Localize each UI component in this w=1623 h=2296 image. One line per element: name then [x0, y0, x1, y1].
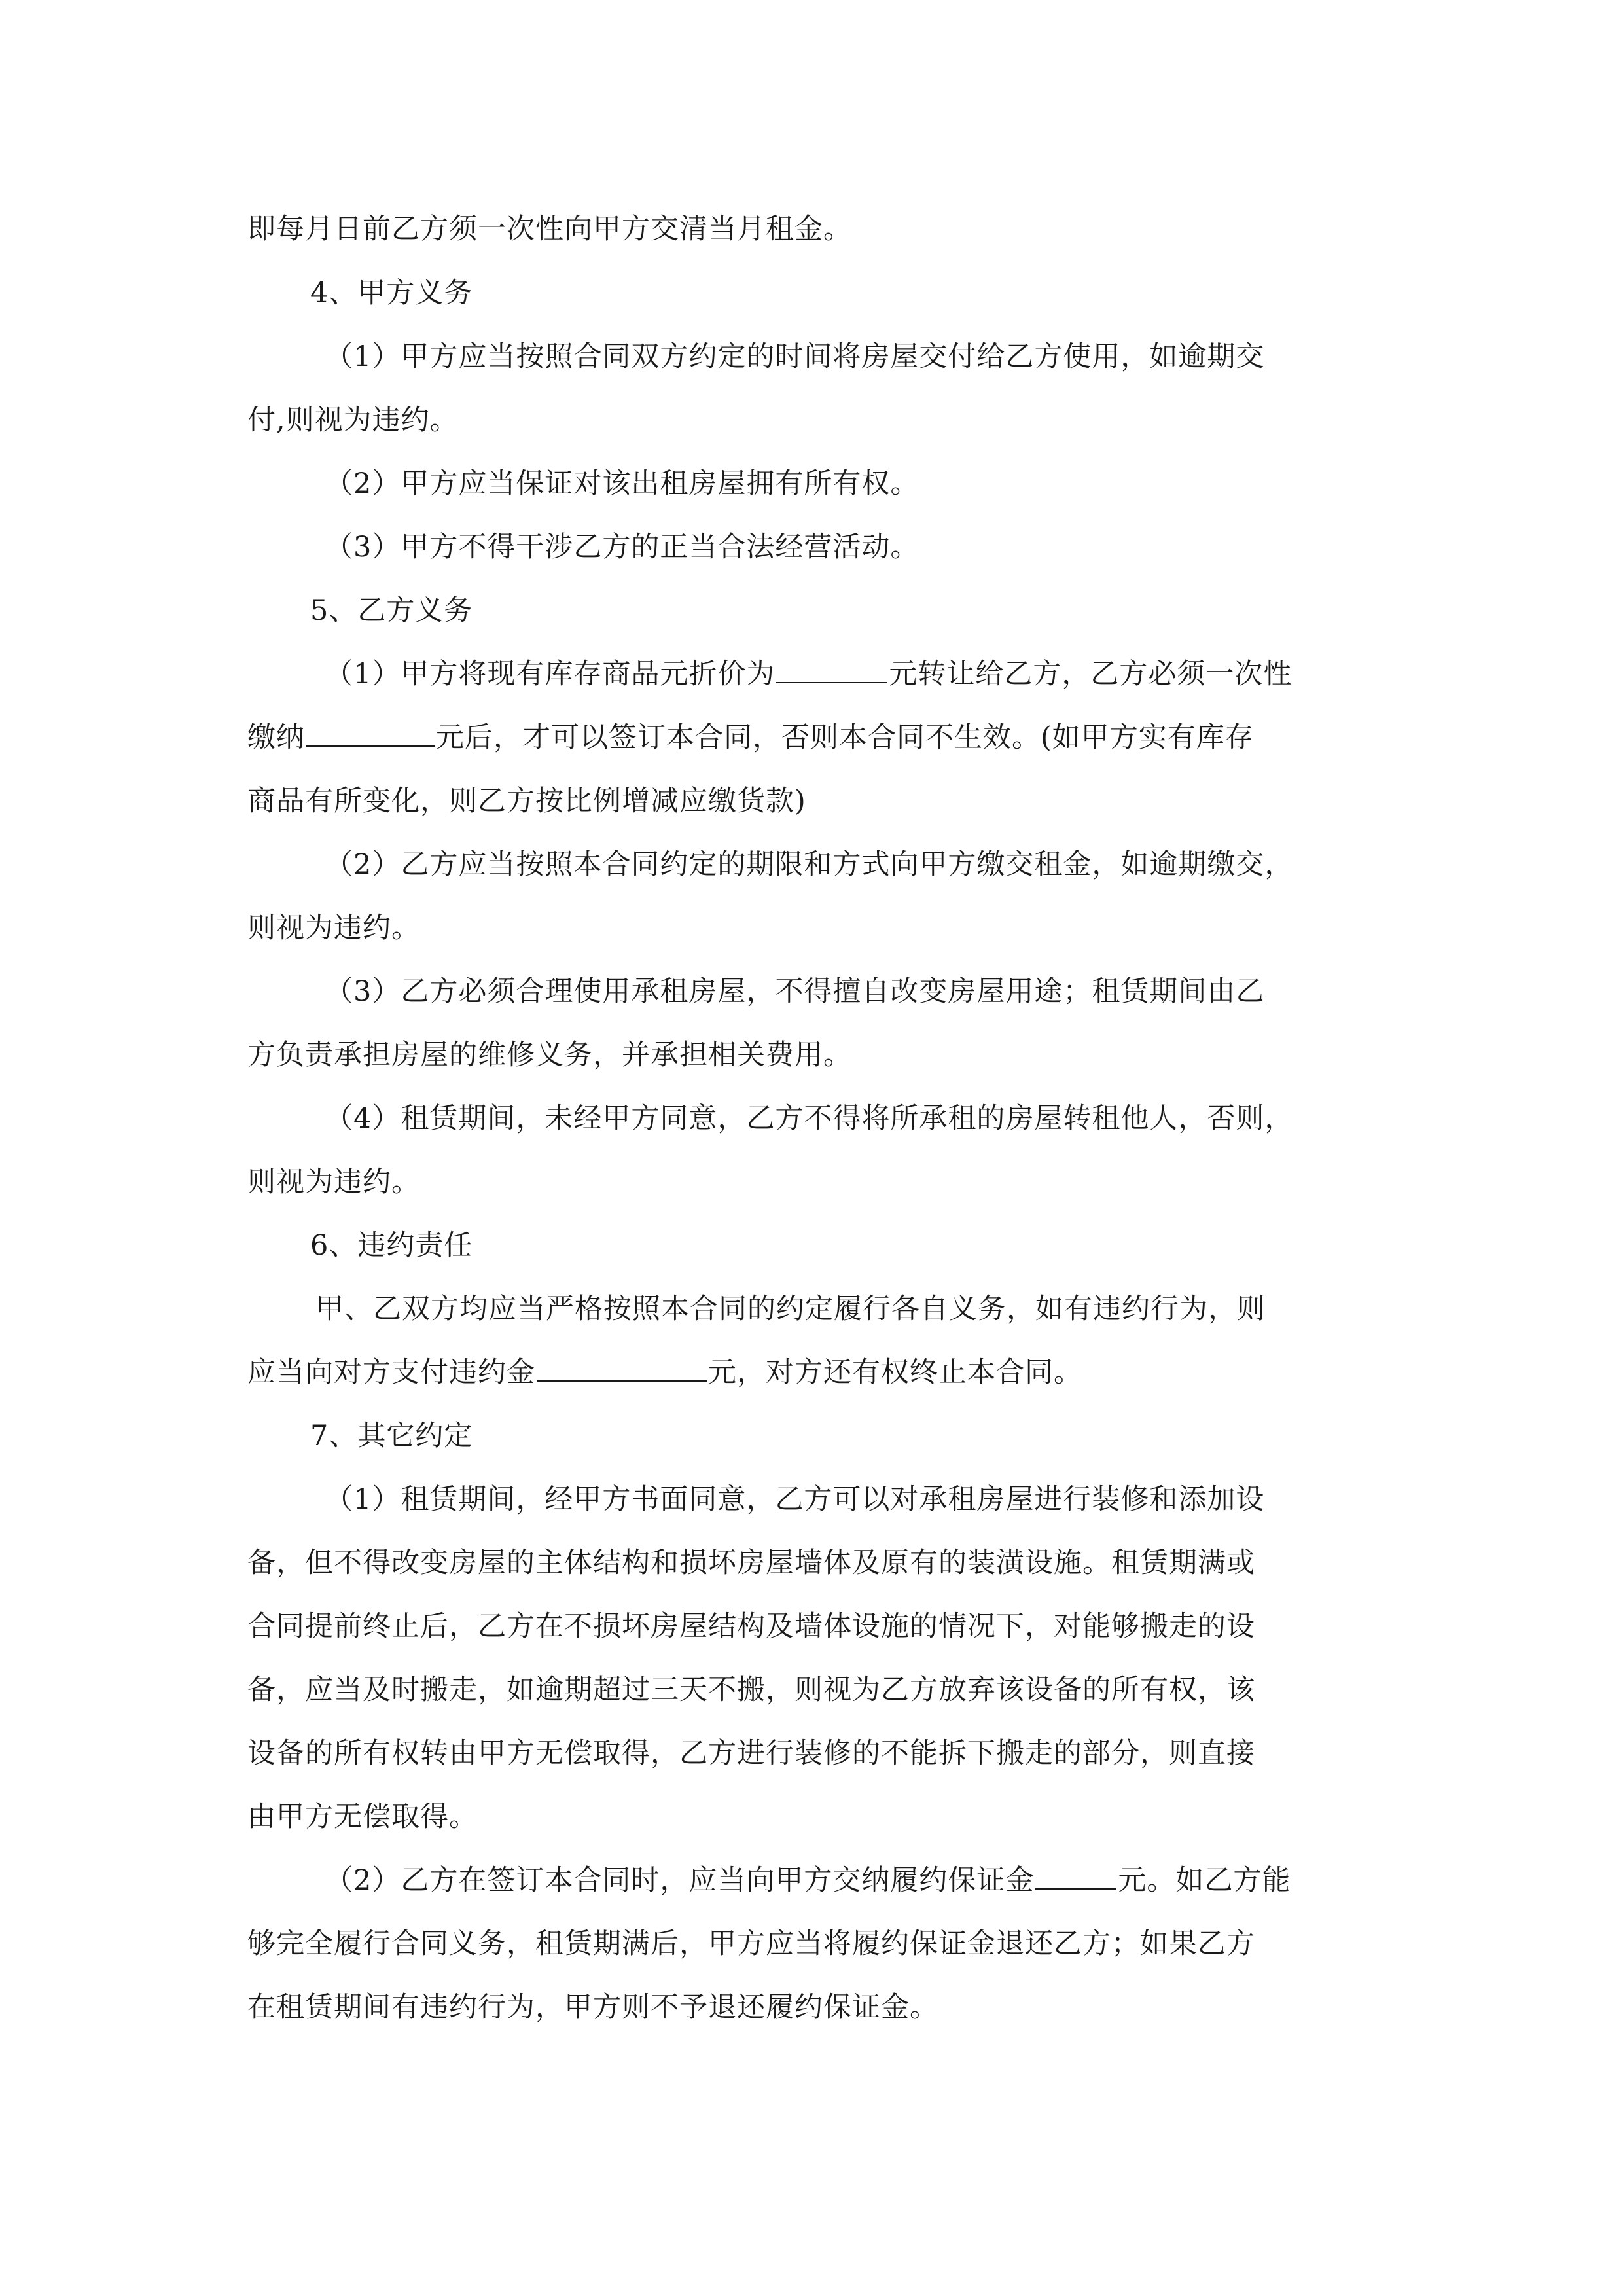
line-b1-middle	[247, 718, 1254, 757]
line-o1-2: 备，但不得改变房屋的主体结构和损坏房屋墙体及原有的装潢设施。租赁期满或	[247, 1547, 1255, 1579]
line-b4-start: （4）租赁期间，未经甲方同意，乙方不得将所承租的房屋转租他人，否则，	[325, 1102, 1294, 1135]
line-o1-3: 合同提前终止后，乙方在不损坏房屋结构及墙体设施的情况下，对能够搬走的设	[247, 1610, 1255, 1643]
heading-party-a-obligations: 4、甲方义务	[310, 277, 473, 310]
line-b3-end: 方负责承担房屋的维修义务，并承担相关费用。	[247, 1039, 852, 1071]
fill-blank-payment-amount[interactable]	[306, 719, 435, 747]
line-breach-end	[247, 1353, 1082, 1392]
line-b4-end: 则视为违约。	[247, 1166, 420, 1198]
line-b2-end: 则视为违约。	[247, 912, 420, 944]
text-segment: 元后，才可以签订本合同，否则本合同不生效。(如甲方实有库存	[436, 721, 1254, 754]
line-a2: （2）甲方应当保证对该出租房屋拥有所有权。	[325, 467, 919, 500]
line-o1-5: 设备的所有权转由甲方无偿取得，乙方进行装修的不能拆下搬走的部分，则直接	[247, 1737, 1255, 1770]
text-segment: 应当向对方支付违约金	[247, 1356, 535, 1389]
line-o1-6: 由甲方无偿取得。	[247, 1801, 478, 1833]
line-b1-start	[325, 655, 1292, 694]
line-rent-payment: 即每月日前乙方须一次性向甲方交清当月租金。	[247, 213, 852, 245]
line-a1-end: 付,则视为违约。	[247, 404, 459, 437]
text-segment: （2）乙方在签订本合同时，应当向甲方交纳履约保证金	[325, 1864, 1035, 1897]
fill-blank-discount-price[interactable]	[776, 656, 887, 683]
line-b1-end: 商品有所变化，则乙方按比例增减应缴货款)	[247, 785, 806, 817]
heading-other-terms: 7、其它约定	[310, 1420, 473, 1452]
line-breach-start: 甲、乙双方均应当严格按照本合同的约定履行各自义务，如有违约行为，则	[315, 1293, 1266, 1325]
fill-blank-penalty[interactable]	[537, 1354, 707, 1382]
text-segment: 缴纳	[247, 721, 305, 754]
line-b3-start: （3）乙方必须合理使用承租房屋，不得擅自改变房屋用途；租赁期间由乙	[325, 975, 1265, 1008]
text-segment: 元转让给乙方，乙方必须一次性	[889, 658, 1293, 691]
text-segment: （1）甲方将现有库存商品元折价为	[325, 658, 776, 691]
text-segment: 元。如乙方能	[1118, 1864, 1291, 1897]
heading-party-b-obligations: 5、乙方义务	[310, 594, 473, 627]
line-o2-start	[325, 1861, 1291, 1900]
heading-breach-liability: 6、违约责任	[310, 1229, 473, 1262]
line-b2-start: （2）乙方应当按照本合同约定的期限和方式向甲方缴交租金，如逾期缴交，	[325, 848, 1294, 881]
line-a3: （3）甲方不得干涉乙方的正当合法经营活动。	[325, 531, 919, 564]
line-o1-1: （1）租赁期间，经甲方书面同意，乙方可以对承租房屋进行装修和添加设	[325, 1483, 1265, 1516]
fill-blank-deposit[interactable]	[1035, 1862, 1116, 1890]
line-o2-middle: 够完全履行合同义务，租赁期满后，甲方应当将履约保证金退还乙方；如果乙方	[247, 1928, 1255, 1960]
text-segment: 元，对方还有权终止本合同。	[708, 1356, 1082, 1389]
line-o1-4: 备，应当及时搬走，如逾期超过三天不搬，则视为乙方放弃该设备的所有权，该	[247, 1674, 1255, 1706]
document-page	[247, 0, 1397, 2296]
line-a1-start: （1）甲方应当按照合同双方约定的时间将房屋交付给乙方使用，如逾期交	[325, 340, 1265, 373]
line-o2-end: 在租赁期间有违约行为，甲方则不予退还履约保证金。	[247, 1991, 938, 2024]
